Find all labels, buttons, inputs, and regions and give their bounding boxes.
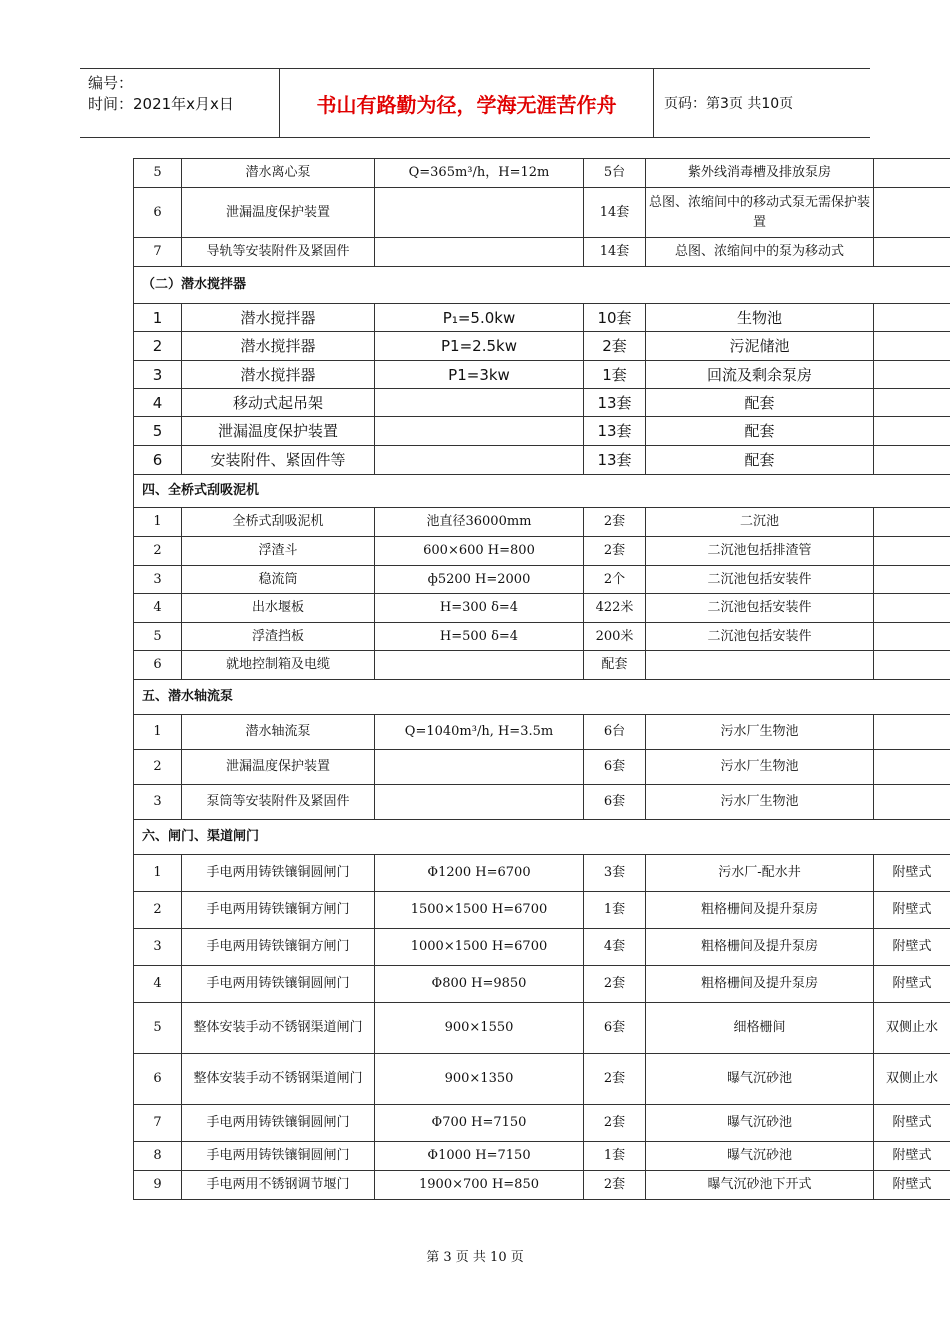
item-number: 5 xyxy=(134,623,182,651)
item-location: 紫外线消毒槽及排放泵房 xyxy=(646,159,874,188)
item-note: 附壁式 xyxy=(874,892,950,929)
table-row xyxy=(134,785,950,820)
item-number: 4 xyxy=(134,594,182,623)
item-note: 附壁式 xyxy=(874,966,950,1003)
item-spec: Q=1040m³/h, H=3.5m xyxy=(375,715,584,750)
item-location: 回流及剩余泵房 xyxy=(646,361,874,389)
equipment-table xyxy=(133,158,950,1200)
item-name: 手电两用铸铁镶铜圆闸门 xyxy=(182,1142,375,1171)
item-location: 二沉池包括安装件 xyxy=(646,566,874,594)
item-name: 手电两用铸铁镶铜方闸门 xyxy=(182,892,375,929)
section-title: （二）潜水搅拌器 xyxy=(134,267,950,304)
item-spec xyxy=(375,389,584,417)
item-quantity: 13套 xyxy=(584,389,646,417)
item-name: 泄漏温度保护装置 xyxy=(182,750,375,785)
item-name: 全桥式刮吸泥机 xyxy=(182,508,375,537)
item-spec: H=300 δ=4 xyxy=(375,594,584,623)
item-quantity: 5台 xyxy=(584,159,646,188)
item-quantity: 2套 xyxy=(584,1105,646,1142)
item-name: 手电两用铸铁镶铜圆闸门 xyxy=(182,1105,375,1142)
item-name: 浮渣挡板 xyxy=(182,623,375,651)
item-quantity: 13套 xyxy=(584,417,646,446)
item-note xyxy=(874,188,950,238)
item-name: 潜水离心泵 xyxy=(182,159,375,188)
item-name: 手电两用铸铁镶铜圆闸门 xyxy=(182,966,375,1003)
item-note xyxy=(874,750,950,785)
table-row xyxy=(134,651,950,680)
item-location: 曝气沉砂池 xyxy=(646,1105,874,1142)
item-note xyxy=(874,304,950,332)
item-quantity: 1套 xyxy=(584,892,646,929)
item-note xyxy=(874,446,950,475)
section-row xyxy=(134,475,950,508)
item-number: 3 xyxy=(134,361,182,389)
section-title: 六、闸门、渠道闸门 xyxy=(134,820,950,855)
item-number: 8 xyxy=(134,1142,182,1171)
item-quantity: 6台 xyxy=(584,715,646,750)
item-spec xyxy=(375,785,584,820)
table-row xyxy=(134,1054,950,1105)
item-name: 潜水搅拌器 xyxy=(182,361,375,389)
item-quantity: 6套 xyxy=(584,750,646,785)
table-row xyxy=(134,361,950,389)
item-number: 3 xyxy=(134,566,182,594)
item-spec: 1500×1500 H=6700 xyxy=(375,892,584,929)
table-row xyxy=(134,892,950,929)
item-number: 1 xyxy=(134,855,182,892)
table-row xyxy=(134,929,950,966)
item-number: 4 xyxy=(134,966,182,1003)
item-name: 稳流筒 xyxy=(182,566,375,594)
item-number: 3 xyxy=(134,929,182,966)
item-note: 双侧止水 xyxy=(874,1003,950,1054)
item-name: 整体安装手动不锈钢渠道闸门 xyxy=(182,1054,375,1105)
item-quantity: 1套 xyxy=(584,361,646,389)
item-quantity: 2套 xyxy=(584,537,646,566)
item-location: 二沉池包括安装件 xyxy=(646,623,874,651)
item-spec xyxy=(375,238,584,267)
item-location: 生物池 xyxy=(646,304,874,332)
item-location: 曝气沉砂池下开式 xyxy=(646,1171,874,1200)
table-row xyxy=(134,508,950,537)
item-spec xyxy=(375,651,584,680)
item-name: 出水堰板 xyxy=(182,594,375,623)
item-spec: 1000×1500 H=6700 xyxy=(375,929,584,966)
table-row xyxy=(134,446,950,475)
table-row xyxy=(134,238,950,267)
item-name: 手电两用铸铁镶铜圆闸门 xyxy=(182,855,375,892)
item-location: 粗格栅间及提升泵房 xyxy=(646,966,874,1003)
item-spec: 1900×700 H=850 xyxy=(375,1171,584,1200)
table-row xyxy=(134,566,950,594)
table-row xyxy=(134,750,950,785)
section-title: 四、全桥式刮吸泥机 xyxy=(134,475,950,508)
item-spec: P1=3kw xyxy=(375,361,584,389)
page-header xyxy=(80,68,870,138)
item-location: 粗格栅间及提升泵房 xyxy=(646,892,874,929)
equipment-table-body xyxy=(134,159,950,1200)
item-quantity: 10套 xyxy=(584,304,646,332)
table-row xyxy=(134,332,950,361)
item-name: 就地控制箱及电缆 xyxy=(182,651,375,680)
item-name: 手电两用铸铁镶铜方闸门 xyxy=(182,929,375,966)
item-quantity: 200米 xyxy=(584,623,646,651)
item-spec xyxy=(375,417,584,446)
item-quantity: 422米 xyxy=(584,594,646,623)
table-row xyxy=(134,159,950,188)
section-title: 五、潜水轴流泵 xyxy=(134,680,950,715)
table-row xyxy=(134,188,950,238)
item-spec: 900×1350 xyxy=(375,1054,584,1105)
table-row xyxy=(134,966,950,1003)
item-name: 泄漏温度保护装置 xyxy=(182,417,375,446)
section-row xyxy=(134,820,950,855)
item-number: 1 xyxy=(134,508,182,537)
item-number: 6 xyxy=(134,188,182,238)
item-number: 6 xyxy=(134,1054,182,1105)
item-spec: Φ1200 H=6700 xyxy=(375,855,584,892)
item-number: 2 xyxy=(134,537,182,566)
item-number: 5 xyxy=(134,417,182,446)
item-name: 泵筒等安装附件及紧固件 xyxy=(182,785,375,820)
item-note xyxy=(874,508,950,537)
document-time-label: 时间：2021年x月x日 xyxy=(88,95,234,113)
item-spec xyxy=(375,446,584,475)
item-note xyxy=(874,332,950,361)
item-quantity: 6套 xyxy=(584,785,646,820)
item-spec: ф5200 H=2000 xyxy=(375,566,584,594)
item-location: 污水厂生物池 xyxy=(646,785,874,820)
item-quantity: 3套 xyxy=(584,855,646,892)
item-note xyxy=(874,238,950,267)
item-quantity: 14套 xyxy=(584,188,646,238)
table-row xyxy=(134,417,950,446)
item-number: 2 xyxy=(134,892,182,929)
page-footer: 第 3 页 共 10 页 xyxy=(426,1250,524,1265)
table-row xyxy=(134,623,950,651)
item-note xyxy=(874,417,950,446)
item-note xyxy=(874,785,950,820)
item-quantity: 1套 xyxy=(584,1142,646,1171)
item-note xyxy=(874,566,950,594)
item-spec: Q=365m³/h，H=12m xyxy=(375,159,584,188)
item-location: 细格栅间 xyxy=(646,1003,874,1054)
item-location: 配套 xyxy=(646,389,874,417)
table-row xyxy=(134,1003,950,1054)
item-note xyxy=(874,651,950,680)
item-quantity: 2套 xyxy=(584,332,646,361)
section-row xyxy=(134,267,950,304)
item-spec: 600×600 H=800 xyxy=(375,537,584,566)
item-quantity: 13套 xyxy=(584,446,646,475)
header-meta xyxy=(80,69,280,137)
item-name: 整体安装手动不锈钢渠道闸门 xyxy=(182,1003,375,1054)
item-spec: Φ800 H=9850 xyxy=(375,966,584,1003)
item-number: 3 xyxy=(134,785,182,820)
item-number: 5 xyxy=(134,1003,182,1054)
item-note xyxy=(874,594,950,623)
item-number: 1 xyxy=(134,304,182,332)
table-row xyxy=(134,1171,950,1200)
item-number: 4 xyxy=(134,389,182,417)
item-location xyxy=(646,651,874,680)
item-spec: 池直径36000mm xyxy=(375,508,584,537)
item-spec: P₁=5.0kw xyxy=(375,304,584,332)
item-spec: 900×1550 xyxy=(375,1003,584,1054)
item-spec xyxy=(375,750,584,785)
item-location: 总图、浓缩间中的泵为移动式 xyxy=(646,238,874,267)
item-location: 污水厂生物池 xyxy=(646,750,874,785)
table-row xyxy=(134,855,950,892)
item-number: 1 xyxy=(134,715,182,750)
table-row xyxy=(134,389,950,417)
item-note xyxy=(874,361,950,389)
item-number: 6 xyxy=(134,651,182,680)
section-row xyxy=(134,680,950,715)
table-row xyxy=(134,1142,950,1171)
header-motto: 书山有路勤为径，学海无涯苦作舟 xyxy=(280,69,654,137)
item-note: 双侧止水 xyxy=(874,1054,950,1105)
item-location: 总图、浓缩间中的移动式泵无需保护装置 xyxy=(646,188,874,238)
item-note: 附壁式 xyxy=(874,1171,950,1200)
item-name: 泄漏温度保护装置 xyxy=(182,188,375,238)
item-number: 9 xyxy=(134,1171,182,1200)
item-name: 浮渣斗 xyxy=(182,537,375,566)
item-location: 污水厂生物池 xyxy=(646,715,874,750)
item-quantity: 2套 xyxy=(584,508,646,537)
item-note: 附壁式 xyxy=(874,1142,950,1171)
item-location: 配套 xyxy=(646,417,874,446)
item-note xyxy=(874,537,950,566)
item-spec xyxy=(375,188,584,238)
item-quantity: 2套 xyxy=(584,1171,646,1200)
item-quantity: 4套 xyxy=(584,929,646,966)
item-quantity: 2套 xyxy=(584,1054,646,1105)
item-note: 附壁式 xyxy=(874,929,950,966)
item-location: 污水厂-配水井 xyxy=(646,855,874,892)
item-location: 污泥储池 xyxy=(646,332,874,361)
item-name: 潜水搅拌器 xyxy=(182,332,375,361)
item-location: 二沉池包括安装件 xyxy=(646,594,874,623)
item-location: 曝气沉砂池 xyxy=(646,1054,874,1105)
item-quantity: 2套 xyxy=(584,966,646,1003)
table-row xyxy=(134,1105,950,1142)
item-quantity: 2个 xyxy=(584,566,646,594)
item-name: 潜水搅拌器 xyxy=(182,304,375,332)
table-row xyxy=(134,594,950,623)
item-spec: Φ1000 H=7150 xyxy=(375,1142,584,1171)
item-number: 6 xyxy=(134,446,182,475)
item-quantity: 14套 xyxy=(584,238,646,267)
item-note xyxy=(874,715,950,750)
item-number: 5 xyxy=(134,159,182,188)
item-location: 粗格栅间及提升泵房 xyxy=(646,929,874,966)
item-note: 附壁式 xyxy=(874,1105,950,1142)
item-location: 二沉池包括排渣管 xyxy=(646,537,874,566)
item-location: 二沉池 xyxy=(646,508,874,537)
item-number: 2 xyxy=(134,750,182,785)
item-note xyxy=(874,159,950,188)
item-location: 配套 xyxy=(646,446,874,475)
item-location: 曝气沉砂池 xyxy=(646,1142,874,1171)
item-note xyxy=(874,389,950,417)
item-name: 潜水轴流泵 xyxy=(182,715,375,750)
table-row xyxy=(134,537,950,566)
item-quantity: 6套 xyxy=(584,1003,646,1054)
item-spec: H=500 δ=4 xyxy=(375,623,584,651)
item-quantity: 配套 xyxy=(584,651,646,680)
item-name: 安装附件、紧固件等 xyxy=(182,446,375,475)
item-spec: Φ700 H=7150 xyxy=(375,1105,584,1142)
item-number: 7 xyxy=(134,238,182,267)
item-name: 导轨等安装附件及紧固件 xyxy=(182,238,375,267)
item-spec: P1=2.5kw xyxy=(375,332,584,361)
item-number: 7 xyxy=(134,1105,182,1142)
item-name: 手电两用不锈钢调节堰门 xyxy=(182,1171,375,1200)
item-note xyxy=(874,623,950,651)
document-number-label: 编号： xyxy=(88,74,134,92)
table-row xyxy=(134,304,950,332)
item-name: 移动式起吊架 xyxy=(182,389,375,417)
item-number: 2 xyxy=(134,332,182,361)
table-row xyxy=(134,715,950,750)
item-note: 附壁式 xyxy=(874,855,950,892)
header-page-number: 页码：第3页 共10页 xyxy=(664,96,794,112)
